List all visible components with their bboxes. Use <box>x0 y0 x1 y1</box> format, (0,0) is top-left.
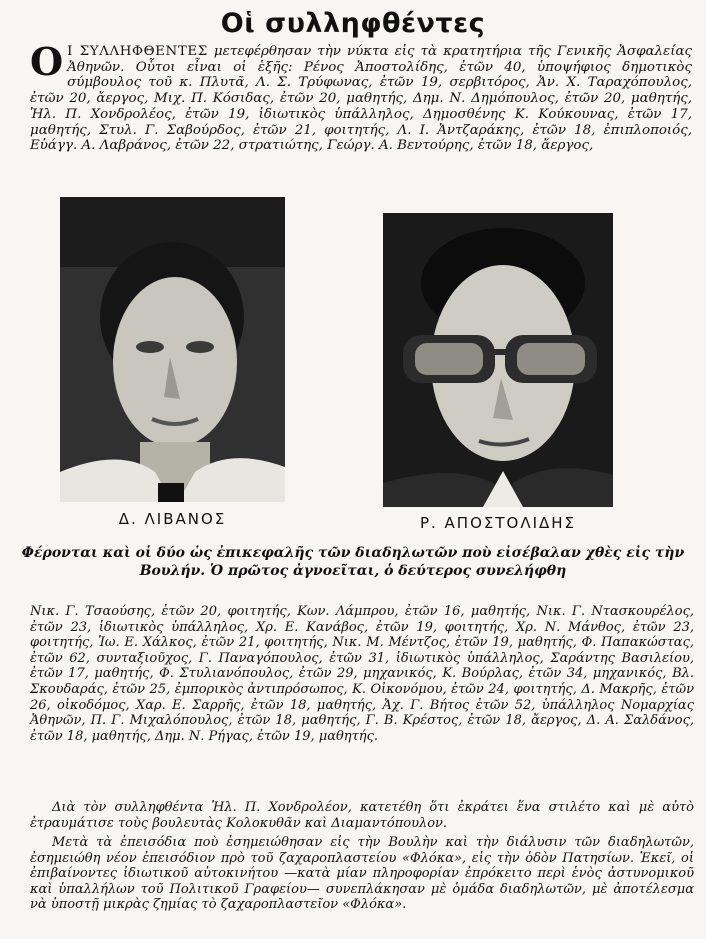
drop-cap: Ο <box>30 39 64 84</box>
photo-name-right: Ρ. ΑΠΟΣΤΟΛΙΔΗΣ <box>419 514 577 532</box>
intro-text: μετεφέρθησαν τὴν νύκτα εἰς τὰ κρατητήρια τῆς Γενικῆς Ἀσφαλείας Ἀθηνῶν. Οὗτοι εἶναι οἱ ἑξῆς: Ρένος Ἀποστολίδης, ἐτῶν 40, ὑποψήφιος δημοτικὸς σύμβουλος τοῦ κ. Πλυτᾶ, Λ. Σ. Τρύφωνας, ἐτῶν 19, σερβιτόρος, Ἀν. Χ. Ταραχόπουλος, ἐτῶν 20, ἄεργος, Μιχ. Π. Κόσιδας, ἐτῶν 20, μαθητής, Δημ. Ν. Δημόπουλος, ἐτῶν 20, μαθητής, Ἠλ. Π. Χονδρολέος, ἐτῶν 19, ἰδιωτικὸς ὑπάλληλος, Δημοσθένης Κ. Κούκουνας, ἐτῶν 17, μαθητής, Στυλ. Γ. Σαβούρδος, ἐτῶν 21, φοιτητής, Λ. Ι. Ἀντζαράκης, ἐτῶν 18, ἐπιπλοποιός, Εὐάγγ. Α. Λαβράνος, ἐτῶν 22, στρατιώτης, Γεώργ. Α. Βεντούρης, ἐτῶν 18, ἄεργος, <box>30 44 692 154</box>
intro-lead: Ι ΣΥΛΛΗΦΘΕΝΤΕΣ <box>67 44 208 59</box>
paragraph-stiletto: Διὰ τὸν συλληφθέντα Ἠλ. Π. Χονδρολέον, κατετέθη ὅτι ἐκράτει ἕνα στιλέτο καὶ μὲ αὐτὸ ἐτραυμάτισε τοὺς βουλευτὰς Κολοκυθᾶν καὶ Διαμαντόπουλον. <box>30 800 694 831</box>
photo-name-left: Δ. ΛΙΒΑΝΟΣ <box>118 510 227 528</box>
paragraph-floka-incident: Μετὰ τὰ ἐπεισόδια ποὺ ἐσημειώθησαν εἰς τὴν Βουλὴν καὶ τὴν διάλυσιν τῶν διαδηλωτῶν, ἐσημειώθη νέον ἐπεισόδιον πρὸ τοῦ ζαχαροπλαστείου «Φλόκα», εἰς τὴν ὁδὸν Πατησίων. Ἐκεῖ, οἱ ἐπιβαίνοντες ἰδιωτικοῦ αὐτοκινήτου —κατὰ μίαν πληροφορίαν ἐπρόκειτο περὶ ἑνὸς ἀστυνομικοῦ καὶ ὑπαλλήλων τοῦ Πολιτικοῦ Γραφείου— συνεπλάκησαν μὲ ὁμάδα διαδηλωτῶν, μὲ ἀποτέλεσμα νὰ ὑποστῇ μικρὰς ζημίας τὸ ζαχαροπλαστεῖον «Φλόκα». <box>30 835 694 913</box>
portrait-photo-livanos <box>60 197 285 502</box>
photo-caption: Φέρονται καὶ οἱ δύο ὡς ἐπικεφαλῆς τῶν διαδηλωτῶν ποὺ εἰσέβαλαν χθὲς εἰς τὴν Βουλήν. Ὁ πρῶτος ἀγνοεῖται, ὁ δεύτερος συνελήφθη <box>21 545 685 579</box>
portrait-photo-apostolidis <box>383 213 613 507</box>
headline: Οἱ συλληφθέντες <box>220 8 486 39</box>
arrested-list-continued: Νικ. Γ. Τσαούσης, ἐτῶν 20, φοιτητής, Κων. Λάμπρου, ἐτῶν 16, μαθητής, Νικ. Γ. Ντασκουρέλος, ἐτῶν 23, ἰδιωτικὸς ὑπάλληλος, Χρ. Ε. Κανάβος, ἐτῶν 19, φοιτητής, Χρ. Ν. Μάνθος, ἐτῶν 23, φοιτητής, Ἰω. Ε. Χάλκος, ἐτῶν 21, φοιτητής, Νικ. Μ. Μέντζος, ἐτῶν 19, μαθητής, Φ. Παπακώστας, ἐτῶν 62, συνταξιοῦχος, Γ. Παναγόπουλος, ἐτῶν 31, ἰδιωτικὸς ὑπάλληλος, Σαράντης Βασιλείου, ἐτῶν 17, μαθητής, Φ. Στυλιανόπουλος, ἐτῶν 29, μηχανικός, Κ. Βούρλας, ἐτῶν 34, μηχανικός, Βλ. Σκουδαράς, ἐτῶν 25, ἐμπορικὸς ἀντιπρόσωπος, Κ. Οἰκονόμου, ἐτῶν 24, φοιτητής, Δ. Μακρῆς, ἐτῶν 26, οἰκοδόμος, Χαρ. Ε. Σαρρῆς, ἐτῶν 18, μαθητής, Ἀχ. Γ. Βήτος ἐτῶν 52, ὑπάλληλος Νομαρχίας Ἀθηνῶν, Π. Γ. Μιχαλόπουλος, ἐτῶν 18, μαθητής, Γ. Β. Κρέστος, ἐτῶν 18, ἄεργος, Δ. Α. Σαλδάνος, ἐτῶν 18, μαθητής, Δημ. Ν. Ρήγας, ἐτῶν 19, μαθητής. <box>30 604 694 744</box>
intro-paragraph <box>30 39 692 154</box>
